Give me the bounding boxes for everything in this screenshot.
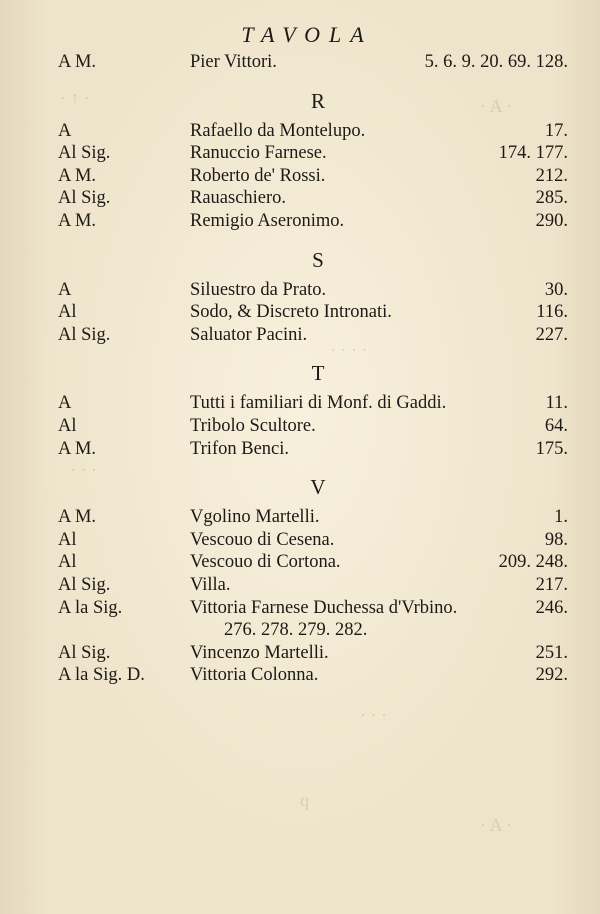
entry-page-numbers: 5. 6. 9. 20. 69. 128. <box>424 52 568 72</box>
index-entry <box>0 391 600 415</box>
entry-recipient: Pier Vittori. <box>190 52 277 72</box>
bleed-through-mark: q <box>300 790 309 810</box>
entry-salutation: Al Sig. <box>58 143 111 164</box>
index-entry <box>0 50 600 74</box>
entry-page-numbers: 290. <box>535 211 568 231</box>
entry-recipient: Vescouo di Cortona. <box>190 552 341 573</box>
entry-recipient: Tutti i familiari di Monf. di Gaddi. <box>190 393 447 414</box>
entry-recipient: Vittoria Farnese Duchessa d'Vrbino. <box>190 597 458 618</box>
bleed-through-mark: · · · <box>70 460 97 480</box>
entry-recipient: Roberto de' Rossi. <box>190 165 326 186</box>
bleed-through-mark: · A · <box>480 96 513 116</box>
section-letter-v: V <box>310 475 326 500</box>
entry-salutation: A M. <box>58 507 97 528</box>
index-entry <box>0 505 600 529</box>
entry-recipient: Rafaello da Montelupo. <box>190 120 366 141</box>
index-entry <box>0 437 600 461</box>
entry-salutation: A M. <box>58 52 97 72</box>
entry-page-numbers: 217. <box>535 575 568 595</box>
index-entry <box>0 164 600 188</box>
entry-salutation: Al <box>58 416 77 436</box>
entry-salutation: A M. <box>58 211 97 231</box>
index-entry <box>0 641 600 665</box>
entry-recipient: Tribolo Scultore. <box>190 416 316 436</box>
index-entry <box>0 119 600 143</box>
entry-recipient: Villa. <box>190 575 231 595</box>
entry-salutation: A la Sig. <box>58 597 123 618</box>
entry-recipient: Remigio Aseronimo. <box>190 211 345 231</box>
entry-page-numbers: 98. <box>544 529 568 550</box>
entry-page-numbers: 227. <box>535 324 568 345</box>
entry-salutation: Al <box>58 552 77 573</box>
entry-recipient: Saluator Pacini. <box>190 324 308 345</box>
index-entry <box>0 186 600 210</box>
entry-salutation: A M. <box>58 438 97 459</box>
entry-salutation: A la Sig. D. <box>58 665 145 686</box>
index-entry <box>0 141 600 165</box>
entry-page-numbers: 1. <box>554 507 568 528</box>
entry-page-numbers: 30. <box>544 279 568 300</box>
entry-salutation: A <box>58 393 72 414</box>
index-entry <box>0 209 600 233</box>
entry-page-numbers: 64. <box>544 416 568 436</box>
entry-recipient: Vittoria Colonna. <box>190 665 319 686</box>
entry-recipient: Rauaschiero. <box>190 188 287 209</box>
running-head: TAVOLA <box>241 22 373 47</box>
index-entry <box>0 278 600 302</box>
entry-recipient: Vescouo di Cesena. <box>190 529 335 550</box>
entry-recipient: Ranuccio Farnese. <box>190 143 327 164</box>
entry-recipient: Vincenzo Martelli. <box>190 642 329 663</box>
index-entry <box>0 300 600 324</box>
entry-recipient: Siluestro da Prato. <box>190 279 327 300</box>
entry-page-numbers: 209. 248. <box>498 552 568 573</box>
entry-salutation: A <box>58 120 72 141</box>
entry-salutation: Al Sig. <box>58 188 111 209</box>
entry-page-numbers: 174. 177. <box>498 143 568 164</box>
index-entry <box>0 323 600 347</box>
bleed-through-mark: · A · <box>480 815 513 835</box>
section-letter-s: S <box>312 247 324 272</box>
index-entry <box>0 596 600 620</box>
index-entry <box>0 528 600 552</box>
entry-recipient: Trifon Benci. <box>190 438 290 459</box>
entry-page-numbers: 116. <box>536 302 568 323</box>
index-entry <box>0 414 600 438</box>
bleed-through-mark: · · · <box>360 705 387 725</box>
entry-page-numbers: 285. <box>535 188 568 209</box>
entry-salutation: Al Sig. <box>58 575 111 595</box>
entry-page-numbers: 11. <box>545 393 568 414</box>
entry-salutation: Al Sig. <box>58 324 111 345</box>
entry-page-numbers: 212. <box>535 165 568 186</box>
entry-salutation: Al <box>58 302 77 323</box>
section-letter-r: R <box>310 88 325 113</box>
entry-salutation: Al Sig. <box>58 642 111 663</box>
entry-salutation: Al <box>58 529 77 550</box>
entry-salutation: A M. <box>58 165 97 186</box>
entry-page-numbers: 246. <box>535 597 568 618</box>
entry-recipient: Vgolino Martelli. <box>190 507 320 528</box>
index-entry-continuation <box>0 618 600 642</box>
bleed-through-mark: · ↑ · <box>60 88 90 108</box>
entry-page-numbers: 175. <box>535 438 568 459</box>
entry-continued-pages: 276. 278. 279. 282. <box>224 620 368 641</box>
entry-page-numbers: 292. <box>535 665 568 686</box>
entry-page-numbers: 17. <box>544 120 568 141</box>
bleed-through-mark: · · · · <box>330 340 368 360</box>
entry-page-numbers: 251. <box>535 642 568 663</box>
index-entry <box>0 573 600 597</box>
index-entry <box>0 663 600 687</box>
entry-recipient: Sodo, & Discreto Intronati. <box>190 302 392 323</box>
entry-salutation: A <box>58 279 72 300</box>
section-letter-t: T <box>311 361 325 386</box>
index-entry <box>0 550 600 574</box>
